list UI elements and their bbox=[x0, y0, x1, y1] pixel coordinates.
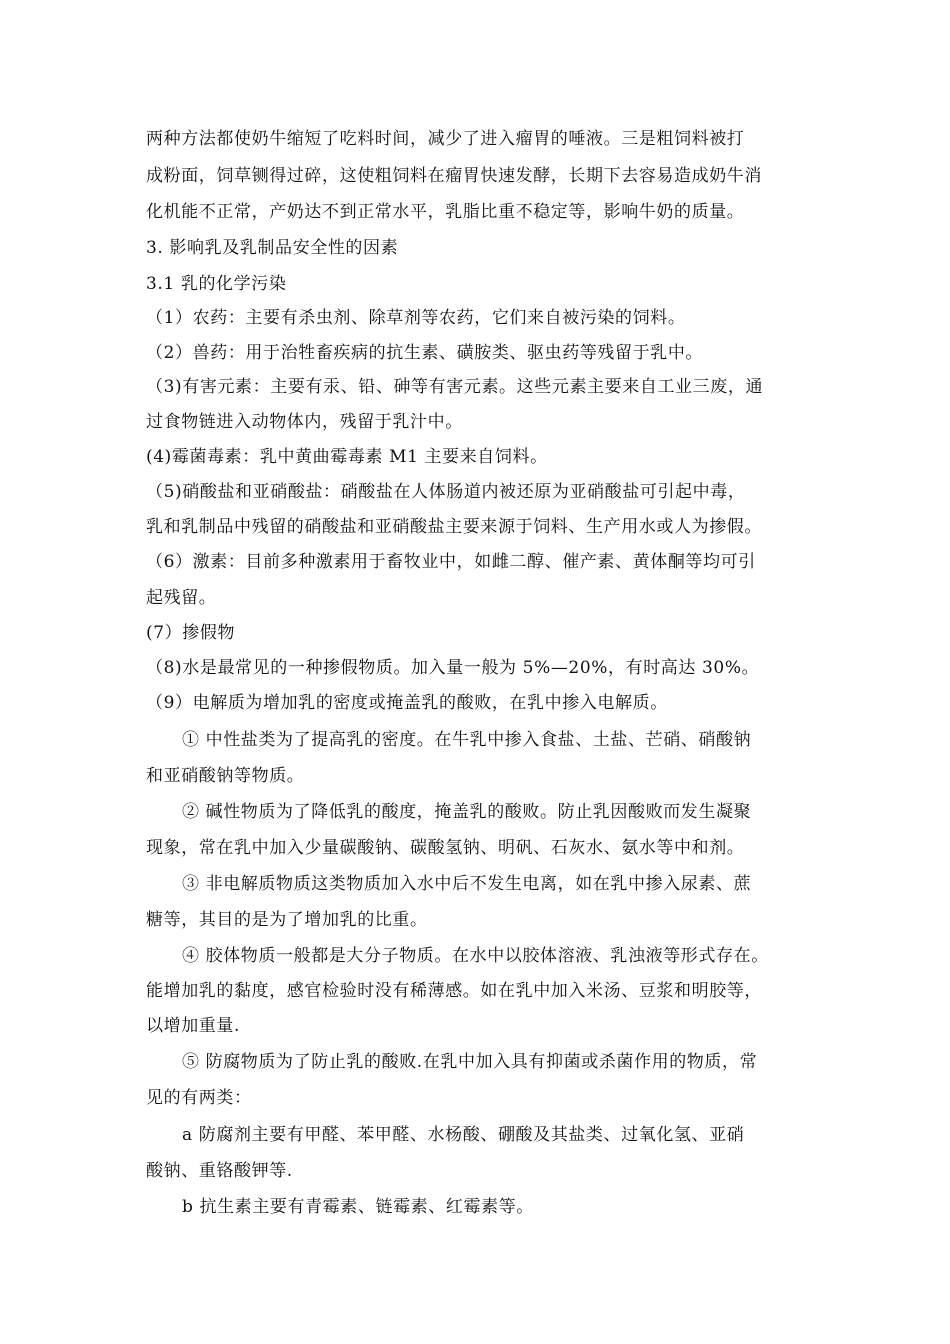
section-heading: 3. 影响乳及乳制品安全性的因素 bbox=[146, 238, 399, 258]
paragraph-line: 成粉面，饲草铡得过碎，这使粗饲料在瘤胃快速发酵，长期下去容易造成奶牛消 bbox=[146, 166, 762, 186]
sub-item-continued: 和亚硝酸钠等物质。 bbox=[146, 766, 305, 786]
sub-item: ④ 胶体物质一般都是大分子物质。在水中以胶体溶液、乳浊液等形式存在。 bbox=[182, 946, 769, 966]
sub-item-continued: 现象，常在乳中加入少量碳酸钠、碳酸氢钠、明矾、石灰水、氨水等中和剂。 bbox=[146, 838, 745, 858]
sub-item: a 防腐剂主要有甲醛、苯甲醛、水杨酸、硼酸及其盐类、过氧化氢、亚硝 bbox=[182, 1125, 745, 1145]
list-item-continued: 过食物链进入动物体内，残留于乳汁中。 bbox=[146, 412, 463, 432]
list-item: （2）兽药：用于治牲畜疾病的抗生素、磺胺类、驱虫药等残留于乳中。 bbox=[146, 343, 704, 363]
list-item: （5)硝酸盐和亚硝酸盐：硝酸盐在人体肠道内被还原为亚硝酸盐可引起中毒， bbox=[146, 482, 746, 502]
list-item: (7）掺假物 bbox=[146, 623, 236, 643]
sub-item-continued: 见的有两类： bbox=[146, 1088, 252, 1108]
subsection-heading: 3.1 乳的化学污染 bbox=[146, 274, 287, 294]
list-item: （8)水是最常见的一种掺假物质。加入量一般为 5%—20%，有时高达 30%。 bbox=[146, 658, 760, 678]
sub-item-continued: 糖等，其目的是为了增加乳的比重。 bbox=[146, 910, 428, 930]
list-item: （9）电解质为增加乳的密度或掩盖乳的酸败，在乳中掺入电解质。 bbox=[146, 693, 668, 713]
list-item-continued: 乳和乳制品中残留的硝酸盐和亚硝酸盐主要来源于饲料、生产用水或人为掺假。 bbox=[146, 517, 762, 537]
paragraph-line: 化机能不正常，产奶达不到正常水平，乳脂比重不稳定等，影响牛奶的质量。 bbox=[146, 202, 745, 222]
sub-item: ⑤ 防腐物质为了防止乳的酸败.在乳中加入具有抑菌或杀菌作用的物质，常 bbox=[182, 1052, 758, 1072]
sub-item: ② 碱性物质为了降低乳的酸度，掩盖乳的酸败。防止乳因酸败而发生凝聚 bbox=[182, 802, 752, 822]
sub-item: ① 中性盐类为了提高乳的密度。在牛乳中掺入食盐、土盐、芒硝、硝酸钠 bbox=[182, 730, 752, 750]
list-item: (4)霉菌毒素：乳中黄曲霉毒素 M1 主要来自饲料。 bbox=[146, 447, 548, 467]
sub-item-continued: 酸钠、重铬酸钾等. bbox=[146, 1161, 293, 1181]
list-item: （3)有害元素：主要有汞、铅、砷等有害元素。这些元素主要来自工业三废，通 bbox=[146, 377, 764, 397]
sub-item: ③ 非电解质物质这类物质加入水中后不发生电离，如在乳中掺入尿素、蔗 bbox=[182, 874, 752, 894]
list-item-continued: 起残留。 bbox=[146, 588, 217, 608]
sub-item-continued: 能增加乳的黏度，感官检验时没有稀薄感。如在乳中加入米汤、豆浆和明胶等， bbox=[146, 981, 762, 1001]
paragraph-line: 两种方法都使奶牛缩短了吃料时间，减少了进入瘤胃的唾液。三是粗饲料被打 bbox=[146, 129, 745, 149]
list-item: （1）农药：主要有杀虫剂、除草剂等农药，它们来自被污染的饲料。 bbox=[146, 308, 686, 328]
sub-item-continued: 以增加重量. bbox=[146, 1016, 241, 1036]
sub-item: b 抗生素主要有青霉素、链霉素、红霉素等。 bbox=[182, 1197, 534, 1217]
list-item: （6）激素：目前多种激素用于畜牧业中，如雌二醇、催产素、黄体酮等均可引 bbox=[146, 552, 756, 572]
